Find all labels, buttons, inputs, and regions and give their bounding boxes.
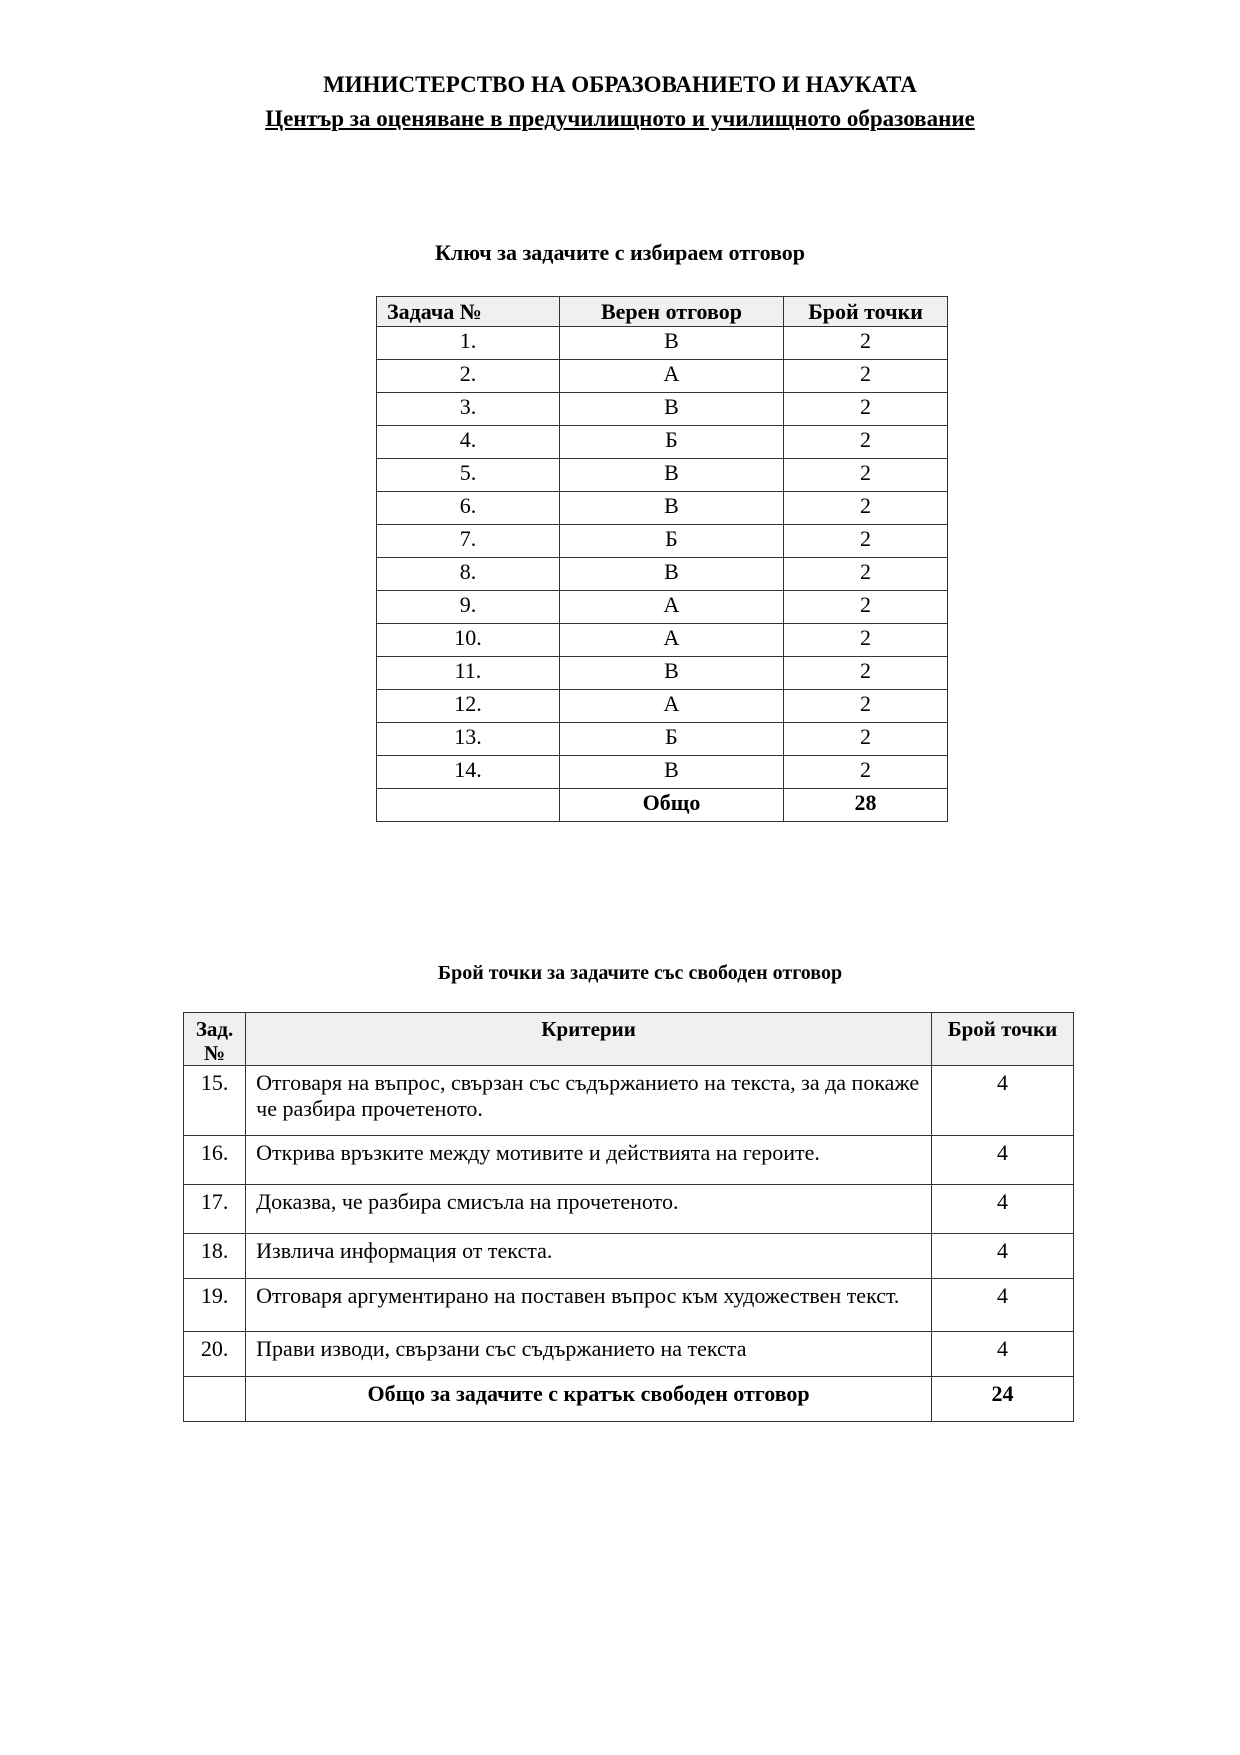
correct-answer-cell: В [559,657,783,690]
total-row [377,789,948,822]
correct-answer-cell: Б [559,723,783,756]
points-cell: 2 [784,492,948,525]
column-header-task-number: Зад. № [184,1013,246,1066]
correct-answer-cell: В [559,393,783,426]
points-cell: 2 [784,756,948,789]
correct-answer-cell: Б [559,426,783,459]
open-answer-points-title: Брой точки за задачите със свободен отговор [437,962,843,984]
points-cell: 4 [931,1234,1073,1279]
open-answer-criteria-table [183,1012,1074,1422]
correct-answer-cell: А [559,624,783,657]
task-number-cell: 13. [377,723,560,756]
criteria-cell: Доказва, че разбира смисъла на прочетеното. [246,1185,932,1234]
points-cell: 2 [784,591,948,624]
points-cell: 2 [784,690,948,723]
table-row [184,1136,1074,1185]
points-cell: 2 [784,525,948,558]
task-number-cell: 15. [184,1066,246,1136]
task-number-cell: 16. [184,1136,246,1185]
total-value: 24 [931,1377,1073,1422]
table-row [184,1332,1074,1377]
points-cell: 2 [784,657,948,690]
multiple-choice-key-title: Ключ за задачите с избираем отговор [434,240,806,265]
column-header-criteria: Критерии [246,1013,932,1066]
column-header-points: Брой точки [784,297,948,327]
task-number-cell: 1. [377,327,560,360]
criteria-cell: Отговаря на въпрос, свързан със съдържанието на текста, за да покаже че разбира прочетеното. [246,1066,932,1136]
table-row [377,690,948,723]
task-number-cell: 8. [377,558,560,591]
table-row [377,459,948,492]
table-header-row [184,1013,1074,1066]
table-row [377,591,948,624]
correct-answer-cell: А [559,360,783,393]
points-cell: 2 [784,459,948,492]
correct-answer-cell: А [559,591,783,624]
points-cell: 4 [931,1332,1073,1377]
points-cell: 4 [931,1136,1073,1185]
task-number-cell: 4. [377,426,560,459]
task-number-cell: 5. [377,459,560,492]
task-number-cell: 19. [184,1279,246,1332]
total-value: 28 [784,789,948,822]
table-header-row [377,297,948,327]
task-number-cell: 20. [184,1332,246,1377]
empty-cell [377,789,560,822]
correct-answer-cell: В [559,558,783,591]
column-header-correct-answer: Верен отговор [559,297,783,327]
table-row [377,525,948,558]
correct-answer-cell: В [559,492,783,525]
multiple-choice-key-table [376,296,948,822]
center-subtitle-text: Център за оценяване в предучилищното и училищното образование [265,106,975,131]
table-row [377,624,948,657]
table-row [184,1066,1074,1136]
table-row [377,393,948,426]
correct-answer-cell: В [559,327,783,360]
points-cell: 2 [784,624,948,657]
correct-answer-cell: В [559,756,783,789]
total-row [184,1377,1074,1422]
ministry-title: МИНИСТЕРСТВО НА ОБРАЗОВАНИЕТО И НАУКАТА [323,72,917,97]
task-number-cell: 14. [377,756,560,789]
table-row [184,1234,1074,1279]
points-cell: 2 [784,723,948,756]
points-cell: 4 [931,1066,1073,1136]
table-row [377,492,948,525]
criteria-cell: Извлича информация от текста. [246,1234,932,1279]
table-row [377,360,948,393]
correct-answer-cell: В [559,459,783,492]
column-header-points: Брой точки [931,1013,1073,1066]
table-row [377,558,948,591]
task-number-cell: 6. [377,492,560,525]
task-number-cell: 18. [184,1234,246,1279]
task-number-cell: 10. [377,624,560,657]
task-number-cell: 9. [377,591,560,624]
correct-answer-cell: А [559,690,783,723]
points-cell: 2 [784,393,948,426]
table-row [184,1185,1074,1234]
task-number-cell: 2. [377,360,560,393]
task-number-cell: 11. [377,657,560,690]
total-label: Общо за задачите с кратък свободен отговор [246,1377,932,1422]
points-cell: 2 [784,360,948,393]
table-row [377,657,948,690]
table-row [184,1279,1074,1332]
criteria-cell: Прави изводи, свързани със съдържанието на текста [246,1332,932,1377]
points-cell: 2 [784,327,948,360]
criteria-cell: Открива връзките между мотивите и действията на героите. [246,1136,932,1185]
table-row [377,723,948,756]
task-number-cell: 7. [377,525,560,558]
task-number-cell: 17. [184,1185,246,1234]
task-number-cell: 12. [377,690,560,723]
total-label: Общо [559,789,783,822]
table-row [377,327,948,360]
correct-answer-cell: Б [559,525,783,558]
points-cell: 4 [931,1279,1073,1332]
center-subtitle [0,106,1240,132]
empty-cell [184,1377,246,1422]
table-row [377,426,948,459]
points-cell: 2 [784,426,948,459]
points-cell: 2 [784,558,948,591]
task-number-cell: 3. [377,393,560,426]
table-row [377,756,948,789]
criteria-cell: Отговаря аргументирано на поставен въпрос към художествен текст. [246,1279,932,1332]
points-cell: 4 [931,1185,1073,1234]
column-header-task-number: Задача № [377,297,560,327]
